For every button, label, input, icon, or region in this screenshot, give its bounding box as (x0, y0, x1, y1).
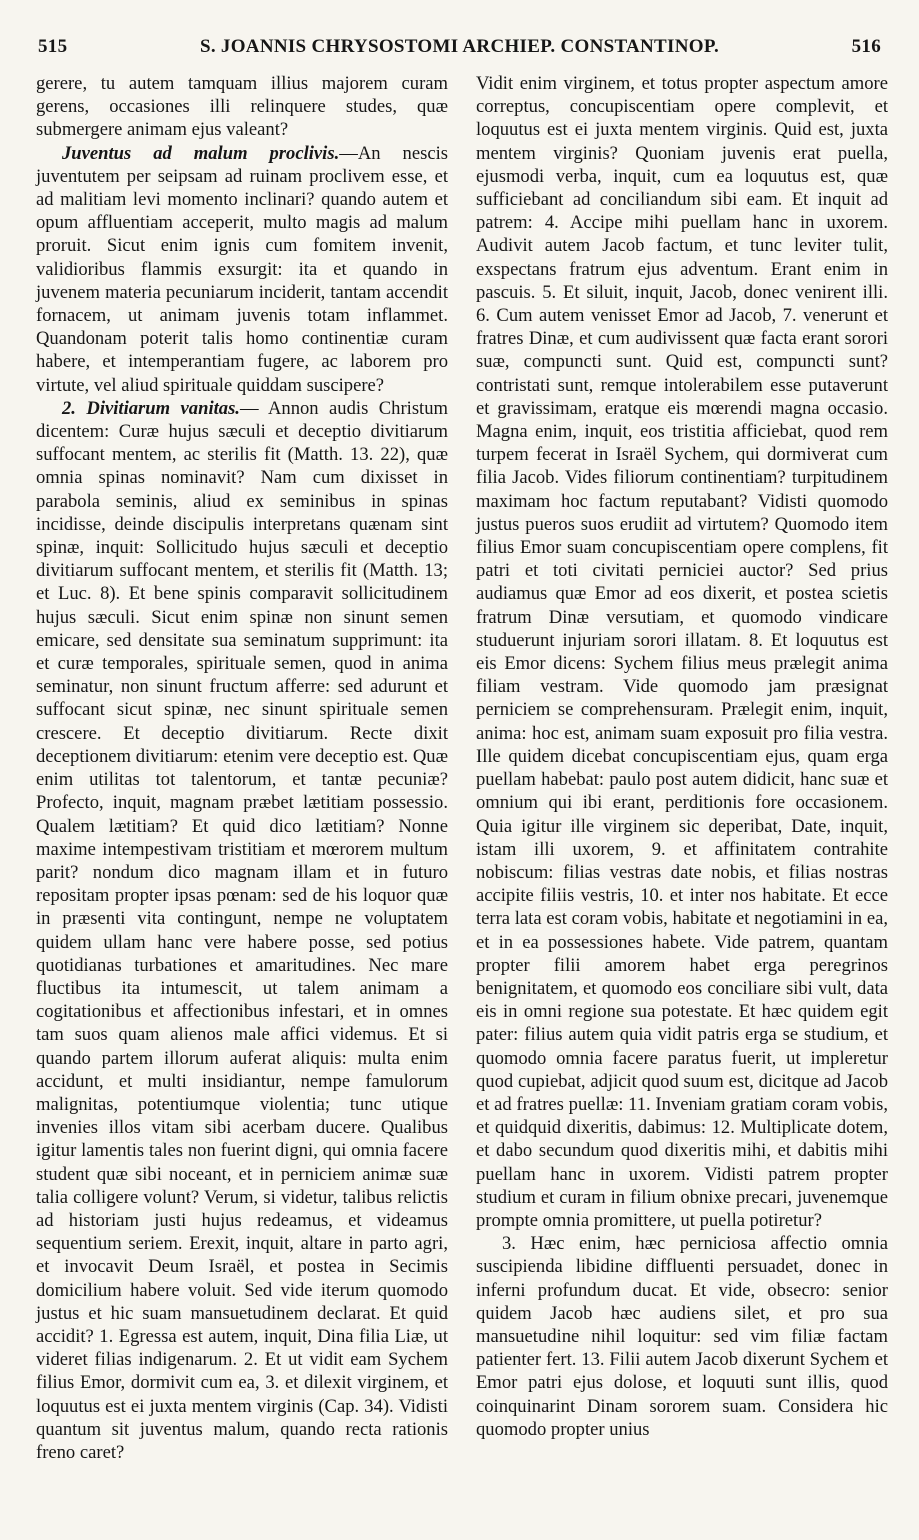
right-column (476, 72, 888, 1441)
section-heading: Juventus ad malum proclivis. (62, 142, 340, 164)
page-number-right: 516 (851, 36, 881, 57)
paragraph (476, 72, 888, 1232)
paragraph-text: — Annon audis Christum dicentem: Curæ hujus sæculi et deceptio divitiarum suffocant mentem, ac sterilis fit (Matth. 13. 22), quæ omnia spinas nominavit? Nam cum dixisset in parabola seminis, aliud ex seminibus in spinas incidisse, deinde discipulis interpretans quænam sint spinæ, inquit: Sollicitudo hujus sæculi et deceptio divitiarum suffocant mentem, et sterilis fit (Matth. 13; et Luc. 8). Et bene spinis comparavit sollicitudinem hujus sæculi. Sicut enim spinæ non sinunt semen emicare, sed densitate sua seminatum supprimunt: ita et curæ temporales, spirituale semen, quod in anima seminatur, non sinunt fructum afferre: sed adurunt et suffocant sicut spinæ, nec sinunt spirituale semen crescere. Et deceptio divitiarum. Recte dixit deceptionem divitiarum: etenim vere deceptio est. Quæ enim utilitas tot talentorum, et tantæ pecuniæ? Profecto, inquit, magnam præbet lætitiam possessio. Qualem lætitiam? Et quid dico lætitiam? Nonne maxime intempestivam tristitiam et mœrorem multum parit? nondum dico magnam illam et in futuro repositam propter ipsas pœnam: sed de his loquor quæ in præsenti vita contingunt, nempe ne voluptatem quidem ullam hanc vere habere posse, sed potius quotidianas turbationes et amaritudines. Nec mare fluctibus ita intumescit, ut talem animam a cogitationibus et affectionibus infestari, et in omnes tam suos quam alienos male affici videmus. Et si quando partem illorum auferat aliquis: multa enim accidunt, et multi insidiantur, nempe famulorum malignitas, potentiumque violentia; tunc utique invenies illos vitam sibi acerbam ducere. Qualibus igitur lamentis tales non fuerint digni, qui omnia facere student quæ sibi noceant, et in perniciem animæ suæ talia colligere volunt? Verum, si videtur, talibus relictis ad historiam justi hujus redeamus, et videamus sequentium seriem. Erexit, inquit, altare in parto agri, et invocavit Deum Israël, et postea in Secimis domicilium habere voluit. Sed vide iterum quomodo justus et hic suam mansuetudinem declarat. Et quid accidit? 1. Egressa est autem, inquit, Dina filia Liæ, ut videret filias indigenarum. 2. Et ut vidit eam Sychem filius Emor, dormivit cum ea, 3. et dilexit virginem, et loquutus est ei juxta mentem virginis (Cap. 34). Vidisti quantum sit juventus malum, quando recta rationis freno caret? (36, 397, 448, 1463)
paragraph (36, 142, 448, 397)
running-header (38, 36, 881, 64)
paragraph (36, 397, 448, 1464)
paragraph-text: —An nescis juventutem per seipsam ad ruinam proclivem esse, et ad malitiam levi momento inclinari? quando autem et opum affluentiam acceperit, multo magis ad malum proruit. Sicut enim ignis cum fomitem invenit, validioribus flammis exsurgit: ita et quando in juvenem materia pecuniarum inciderit, tantam accendit fornacem, ut animam juvenis totam inflammet. Quandonam poterit talis homo continentiæ curam habere, et intemperantiam fugere, ac laborem pro virtute, vel aliud spirituale quiddam suscipere? (36, 142, 448, 396)
paragraph-text: 3. Hæc enim, hæc perniciosa affectio omnia suscipienda libidine diffluenti persuadet, donec in inferni profundum ducat. Et vide, obsecro: senior quidem Jacob hæc audiens silet, et pro sua mansuetudine nihil loquitur: sed vim filiæ factam patienter fert. 13. Filii autem Jacob dixerunt Sychem et Emor patri ejus dolose, et loquuti sunt illis, quod coinquinarint Dinam sororem suam. Considera hic quomodo propter unius (476, 1233, 888, 1440)
page-number-left: 515 (38, 36, 68, 57)
paragraph (36, 72, 448, 142)
left-column (36, 72, 448, 1464)
paragraph-text: Vidit enim virginem, et totus propter aspectum amore correptus, concupiscentiam opere complevit, et loquutus est ei juxta mentem virginis. Quid est, juxta mentem virginis? Quoniam juvenis erat puella, ejusmodi verba, inquit, cum ea loquutus est, quæ sufficiebant ad conciliandum sibi eam. Et inquit ad patrem: 4. Accipe mihi puellam hanc in uxorem. Audivit autem Jacob factum, et tunc leviter tulit, exspectans fratrum ejus adventum. Erant enim in pascuis. 5. Et siluit, inquit, Jacob, donec venirent illi. 6. Cum autem venisset Emor ad Jacob, 7. venerunt et fratres Dinæ, et cum audivissent quæ facta erant sorori suæ, compuncti sunt. Quid est, compuncti sunt? contristati sunt, remque intolerabilem esse putaverunt et gravissimam, eratque eis mœrendi magna occasio. Magna enim, inquit, eos tristitia afficiebat, quod rem turpem fecerat in Israël Sychem, qui dormiverat cum filia Jacob. Vides filiorum continentiam? turpitudinem maximam hoc factum reputabant? Vidisti quomodo justus pueros suos erudiit ad virtutem? Quomodo item filius Emor suam concupiscentiam opere complens, fit patri et toti civitati perniciei auctor? Sed prius audiamus quæ Emor ad eos dixerit, et postea scietis fratrum Dinæ versutiam, et quomodo vindicare studuerunt injuriam sorori illatam. 8. Et loquutus est eis Emor dicens: Sychem filius meus prælegit anima filiam vestram. Vide quomodo jam præsignat perniciem se comprehensuram. Prælegit enim, inquit, anima: hoc est, animam suam exposuit pro filia vestra. Ille quidem dicebat concupiscentiam ejus, quam erga puellam habebat: paulo post autem didicit, hanc suæ et omnium qui ibi erant, perditionis fore occasionem. Quia igitur ille virginem sic deperibat, Date, inquit, istam illi uxorem, 9. et affinitatem contrahite nobiscum: filias vestras date nobis, et filias nostras accipite filiis vestris, 10. et inter nos habitate. Et ecce terra lata est coram vobis, habitate et negotiamini in ea, et in ea possessiones habete. Vide patrem, quantam propter filii amorem habet erga peregrinos benignitatem, et quomodo eos conciliare sibi vult, data eis in omni regione sua potestate. Et hæc quidem egit pater: filius autem quia vidit patris erga se studium, et quomodo omnia facere paratus fuerit, ut impleretur quod cupiebat, adjicit quod suum est, dicitque ad Jacob et ad fratres puellæ: 11. Inveniam gratiam coram vobis, et quidquid dixeritis, dabimus: 12. Multiplicate dotem, et dabo secundum quod dixeritis mihi, et dabitis mihi puellam hanc in uxorem. Vidisti patrem propter studium et curam in filium obnixe precari, juvenemque prompte omnia promittere, ut puella potiretur? (476, 73, 888, 1231)
running-title: S. JOANNIS CHRYSOSTOMI ARCHIEP. CONSTANTINOP. (199, 36, 720, 57)
paragraph-text: gerere, tu autem tamquam illius majorem curam gerens, occasiones illi relinquere studes, quæ submergere animam ejus valeant? (36, 73, 448, 141)
paragraph (476, 1232, 888, 1441)
section-heading: 2. Divitiarum vanitas. (62, 397, 240, 419)
